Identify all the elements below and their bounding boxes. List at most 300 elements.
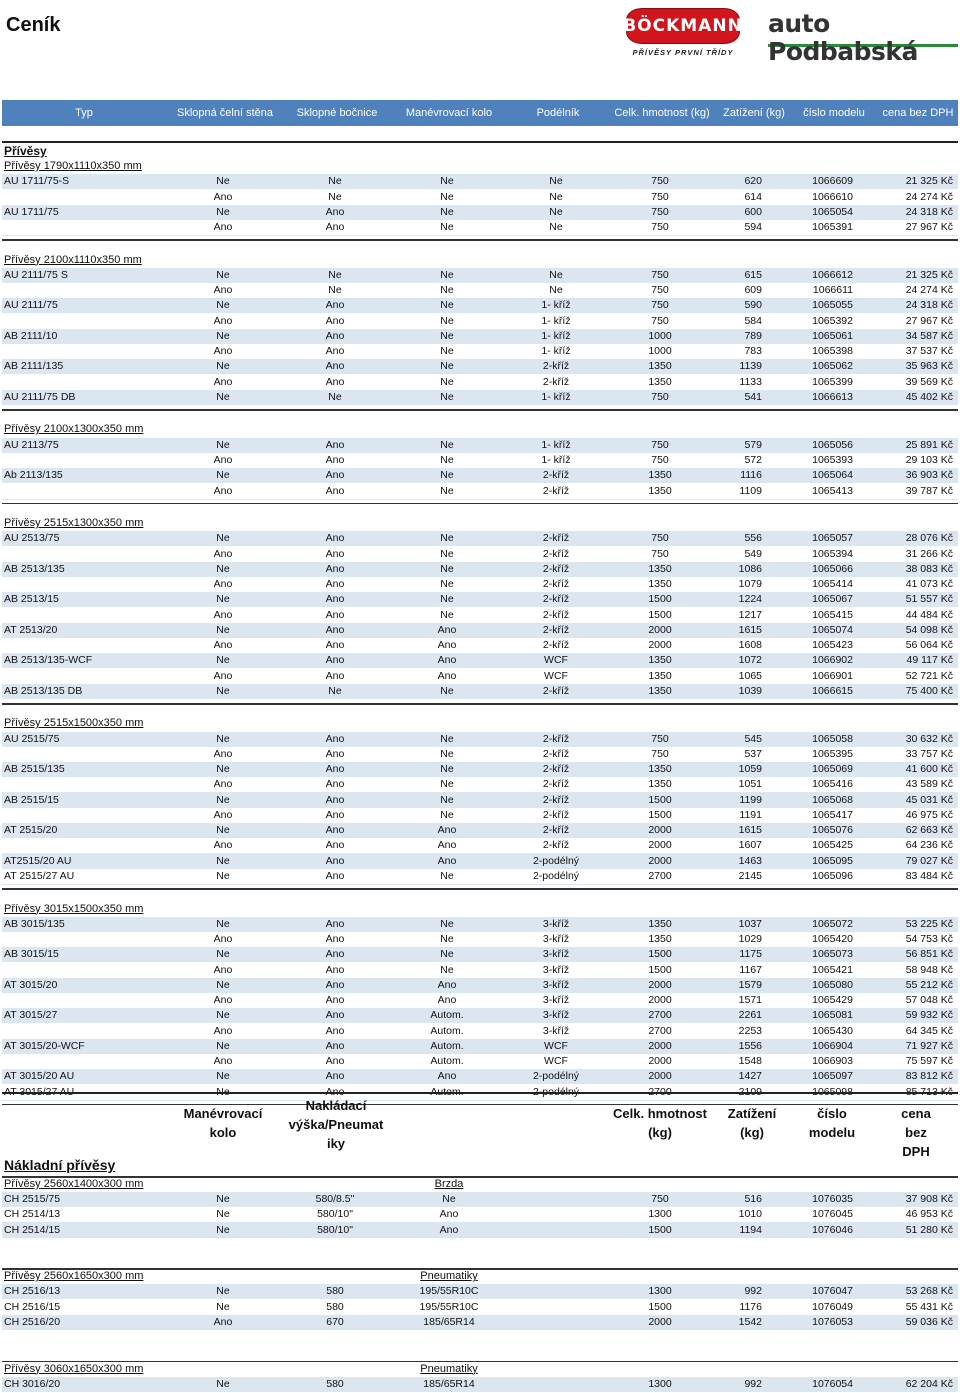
cell: 83 484 Kč xyxy=(905,869,953,882)
cell: 44 484 Kč xyxy=(905,608,953,621)
cell: 1607 xyxy=(738,839,762,852)
cell: 56 064 Kč xyxy=(905,639,953,652)
cell: Ano xyxy=(437,839,457,852)
cell: Ano xyxy=(437,639,457,652)
cell: 1076045 xyxy=(812,1208,853,1221)
cell: Ano xyxy=(325,532,345,545)
cell: 1065062 xyxy=(812,360,853,373)
cell: 59 932 Kč xyxy=(905,1009,953,1022)
cell: 1086 xyxy=(738,562,762,575)
cell: 1350 xyxy=(648,684,672,697)
cell: Ne xyxy=(216,1009,230,1022)
model-name: AT 2513/20 xyxy=(4,623,58,636)
cell: 1065074 xyxy=(812,623,853,636)
cell: 1072 xyxy=(738,654,762,667)
cell: 1076054 xyxy=(812,1377,853,1390)
cell: 2-kříž xyxy=(542,360,570,373)
cell: 1194 xyxy=(739,1223,762,1236)
cell: 594 xyxy=(744,221,762,234)
header2-line: (kg) xyxy=(740,1125,764,1140)
group-label: Přívěsy 2515x1500x350 mm xyxy=(4,717,144,730)
cell: 1500 xyxy=(648,793,672,806)
header2-h8 xyxy=(894,1104,938,1161)
group-label: Přívěsy 2100x1300x350 mm xyxy=(4,423,144,436)
cell: Ne xyxy=(549,190,563,203)
cell: 3-kříž xyxy=(542,1024,570,1037)
group-divider xyxy=(2,1176,958,1178)
cell: 54 098 Kč xyxy=(905,623,953,636)
cell: 1500 xyxy=(648,1223,672,1236)
cell: 2000 xyxy=(648,854,672,867)
cell: 2700 xyxy=(648,869,672,882)
cell: 3-kříž xyxy=(542,917,570,930)
cell: 750 xyxy=(651,438,669,451)
cell: Ano xyxy=(325,608,345,621)
header-col-4: Podélník xyxy=(536,107,580,119)
model-name: AT2515/20 AU xyxy=(4,854,72,867)
cell: Ne xyxy=(216,299,230,312)
cell: 2700 xyxy=(648,1024,672,1037)
cell: 1065095 xyxy=(812,854,853,867)
cell: Ano xyxy=(213,839,233,852)
model-name: AB 2515/15 xyxy=(4,793,59,806)
cell: 75 597 Kč xyxy=(905,1055,953,1068)
cell: 2700 xyxy=(648,1009,672,1022)
cell: Ne xyxy=(440,869,454,882)
cell: Ne xyxy=(549,205,563,218)
cell: 53 268 Kč xyxy=(905,1285,953,1298)
cell: 1051 xyxy=(738,778,762,791)
cell: Ano xyxy=(213,778,233,791)
model-name: AU 2111/75 S xyxy=(4,268,68,281)
cell: Ne xyxy=(440,562,454,575)
cell: Ano xyxy=(325,793,345,806)
cell: 2000 xyxy=(648,1039,672,1052)
cell: 1139 xyxy=(739,360,762,373)
cell: Ano xyxy=(325,1039,345,1052)
cell: 783 xyxy=(744,345,762,358)
cell: 2-kříž xyxy=(542,824,570,837)
cell: WCF xyxy=(544,654,568,667)
cell: 24 274 Kč xyxy=(905,190,953,203)
model-name: CH 2516/13 xyxy=(4,1285,61,1298)
cell: 1066615 xyxy=(812,684,853,697)
header-col-1: Sklopná čelní stěna xyxy=(176,107,274,119)
cell: 750 xyxy=(651,747,669,760)
cell: 3-kříž xyxy=(542,1009,570,1022)
cell: Ano xyxy=(325,948,345,961)
cell: 35 963 Kč xyxy=(905,360,953,373)
cell: 1065417 xyxy=(812,808,853,821)
model-name: Ab 2113/135 xyxy=(4,469,63,482)
cell: 1300 xyxy=(648,1285,672,1298)
group-label: Přívěsy 2515x1300x350 mm xyxy=(4,517,144,530)
cell: 21 325 Kč xyxy=(905,268,953,281)
header2-h6 xyxy=(728,1104,776,1142)
cell: Ne xyxy=(440,390,454,403)
model-name: AU 1711/75-S xyxy=(4,175,70,188)
cell: 1029 xyxy=(738,933,762,946)
cell: 750 xyxy=(651,221,669,234)
cell: 750 xyxy=(651,1193,669,1205)
cell: 580 xyxy=(326,1300,344,1313)
model-name: CH 2514/13 xyxy=(4,1208,61,1221)
group-divider xyxy=(2,409,958,411)
cell: Ano xyxy=(325,978,345,991)
model-name: AU 2113/75 xyxy=(4,438,59,451)
group-label: Přívěsy 3060x1650x300 mm xyxy=(4,1362,144,1375)
cell: 51 280 Kč xyxy=(905,1223,953,1236)
cell: Ano xyxy=(213,639,233,652)
cell: 1065413 xyxy=(812,484,853,497)
cell: 52 721 Kč xyxy=(905,669,953,682)
cell: 1066902 xyxy=(812,654,853,667)
cell: Ano xyxy=(325,623,345,636)
cell: 62 204 Kč xyxy=(905,1377,953,1390)
cell: Ne xyxy=(549,221,563,234)
cell: 2000 xyxy=(648,824,672,837)
cell: 1217 xyxy=(738,608,762,621)
cell: 1- kříž xyxy=(541,438,571,451)
cell: 75 400 Kč xyxy=(905,684,953,697)
cell: 3-kříž xyxy=(542,948,570,961)
model-name: AT 3015/27 xyxy=(4,1009,58,1022)
cell: 71 927 Kč xyxy=(905,1039,953,1052)
cell: Ano xyxy=(325,654,345,667)
cell: Ne xyxy=(216,268,230,281)
cell: Ano xyxy=(325,578,345,591)
cell: 1065430 xyxy=(812,1024,853,1037)
cell: 1065398 xyxy=(812,345,853,358)
header-col-6: Zatížení (kg) xyxy=(723,107,785,119)
cell: Ne xyxy=(216,438,230,451)
cell: 2-kříž xyxy=(542,578,570,591)
section-title: Nákladní přívěsy xyxy=(4,1157,116,1173)
cell: Ne xyxy=(328,390,342,403)
cell: 750 xyxy=(651,284,669,297)
cell: 2000 xyxy=(648,639,672,652)
cell: 1176 xyxy=(739,1300,762,1313)
cell: Ne xyxy=(440,299,454,312)
cell: Ne xyxy=(216,623,230,636)
cell: 37 537 Kč xyxy=(905,345,953,358)
cell: Ano xyxy=(439,1208,459,1221)
cell: Ano xyxy=(213,808,233,821)
cell: 1- kříž xyxy=(541,345,571,358)
cell: 1065391 xyxy=(812,221,853,234)
cell: 590 xyxy=(744,299,762,312)
cell: 1076035 xyxy=(812,1193,853,1205)
cell: Ne xyxy=(216,593,230,606)
section-title: Přívěsy xyxy=(4,144,47,158)
cell: 1350 xyxy=(648,763,672,776)
cell: 64 236 Kč xyxy=(905,839,953,852)
cell: Ano xyxy=(325,484,345,497)
cell: 24 318 Kč xyxy=(905,205,953,218)
cell: Ne xyxy=(216,1285,230,1298)
model-name: CH 2516/15 xyxy=(4,1300,61,1313)
cell: Ne xyxy=(440,190,454,203)
cell: 41 073 Kč xyxy=(905,578,953,591)
cell: Ne xyxy=(440,963,454,976)
cell: 1066901 xyxy=(812,669,853,682)
cell: Ne xyxy=(216,329,230,342)
cell: Ne xyxy=(216,684,230,697)
cell: 27 967 Kč xyxy=(905,221,953,234)
cell: Ne xyxy=(216,175,230,188)
cell: 2-kříž xyxy=(542,562,570,575)
cell: 1065064 xyxy=(812,469,853,482)
cell: 1350 xyxy=(648,669,672,682)
cell: 33 757 Kč xyxy=(905,747,953,760)
cell: 2-kříž xyxy=(542,608,570,621)
cell: Ano xyxy=(213,375,233,388)
model-name: AU 2111/75 DB xyxy=(4,390,76,403)
cell: 992 xyxy=(744,1377,762,1390)
cell: 1065415 xyxy=(812,608,853,621)
model-name: AU 1711/75 xyxy=(4,205,59,218)
group-divider xyxy=(2,239,958,241)
cell: 580/10" xyxy=(317,1223,353,1236)
model-name: AB 2513/135 xyxy=(4,562,65,575)
cell: 1350 xyxy=(648,933,672,946)
cell: Ne xyxy=(440,578,454,591)
cell: 1065421 xyxy=(812,963,853,976)
cell: 2-kříž xyxy=(542,593,570,606)
auto-podbabska-logo: auto Podbabská xyxy=(768,10,958,47)
cell: 750 xyxy=(651,268,669,281)
cell: 1579 xyxy=(738,978,762,991)
cell: Ne xyxy=(216,1377,230,1390)
cell: Ano xyxy=(213,1315,233,1328)
cell: Autom. xyxy=(430,1009,464,1022)
cell: 1350 xyxy=(648,654,672,667)
cell: Ano xyxy=(325,994,345,1007)
model-name: CH 2516/20 xyxy=(4,1315,61,1328)
cell: Ano xyxy=(325,329,345,342)
header2-line: iky xyxy=(326,1136,346,1151)
cell: 609 xyxy=(744,284,762,297)
model-name: AT 3015/20-WCF xyxy=(4,1039,85,1052)
cell: Ne xyxy=(216,917,230,930)
cell: 2-podélný xyxy=(532,1070,580,1083)
group-divider xyxy=(2,1268,958,1270)
cell: 1350 xyxy=(648,375,672,388)
model-name: AT 3015/20 AU xyxy=(4,1070,75,1083)
header2-line: Zatížení xyxy=(727,1106,777,1121)
cell: 2-kříž xyxy=(542,532,570,545)
cell: 1- kříž xyxy=(541,454,571,466)
cell: 1571 xyxy=(738,994,762,1007)
cell: 30 632 Kč xyxy=(905,732,953,745)
group-label: Přívěsy 2560x1650x300 mm xyxy=(4,1270,144,1283)
cell: 1350 xyxy=(648,578,672,591)
cell: 1076046 xyxy=(812,1223,853,1236)
cell: 1350 xyxy=(648,469,672,482)
cell: 1- kříž xyxy=(541,314,571,327)
cell: Ne xyxy=(216,1300,230,1313)
header-col-2: Sklopné bočnice xyxy=(296,107,378,119)
cell: 750 xyxy=(651,532,669,545)
header2-h2 xyxy=(289,1096,384,1153)
cell: 1065061 xyxy=(812,329,853,342)
cell: 34 587 Kč xyxy=(905,329,953,342)
header2-line: Nakládací xyxy=(305,1098,367,1113)
cell: Ano xyxy=(437,1070,457,1083)
cell: Ano xyxy=(325,221,345,234)
cell: Ne xyxy=(440,268,454,281)
cell: 1066903 xyxy=(812,1055,853,1068)
header-col-3: Manévrovací kolo xyxy=(405,107,493,119)
cell: Ne xyxy=(216,654,230,667)
cell: 1199 xyxy=(739,793,762,806)
cell: 1065394 xyxy=(812,547,853,560)
cell: 1065399 xyxy=(812,375,853,388)
cell: Ano xyxy=(325,933,345,946)
cell: 3-kříž xyxy=(542,933,570,946)
cell: 1076053 xyxy=(812,1315,853,1328)
cell: Autom. xyxy=(430,1024,464,1037)
cell: 1350 xyxy=(648,484,672,497)
cell: 56 851 Kč xyxy=(905,948,953,961)
cell: 1066611 xyxy=(812,284,853,297)
cell: 1175 xyxy=(739,948,762,961)
model-name: AB 2513/15 xyxy=(4,593,59,606)
bockmann-logo xyxy=(623,8,743,58)
cell: 1059 xyxy=(738,763,762,776)
cell: 1037 xyxy=(738,917,762,930)
cell: 3-kříž xyxy=(542,978,570,991)
cell: Ne xyxy=(440,917,454,930)
cell: 1066610 xyxy=(812,190,853,203)
cell: Ne xyxy=(440,469,454,482)
bockmann-logo-text: BÖCKMANN xyxy=(626,8,740,44)
cell: 1065420 xyxy=(812,933,853,946)
cell: 1065393 xyxy=(812,454,853,466)
cell: 1133 xyxy=(739,375,762,388)
cell: Ne xyxy=(216,763,230,776)
header2-line: číslo xyxy=(817,1106,847,1121)
cell: 1167 xyxy=(739,963,762,976)
cell: 51 557 Kč xyxy=(905,593,953,606)
model-name: AU 2111/75 xyxy=(4,299,58,312)
cell: Ne xyxy=(440,684,454,697)
cell: 750 xyxy=(651,205,669,218)
cell: 1500 xyxy=(648,593,672,606)
page-title: Ceník xyxy=(6,14,61,36)
cell: 750 xyxy=(651,454,669,466)
cell: Ano xyxy=(437,824,457,837)
cell: 1065081 xyxy=(812,1009,853,1022)
cell: Ne xyxy=(216,824,230,837)
header2-line: DPH xyxy=(902,1144,930,1159)
cell: Ne xyxy=(549,268,563,281)
cell: Ne xyxy=(216,1223,230,1236)
model-name: AB 3015/135 xyxy=(4,917,65,930)
cell: Ano xyxy=(325,375,345,388)
cell: Ano xyxy=(325,963,345,976)
cell: 1065097 xyxy=(812,1070,853,1083)
cell: Ne xyxy=(440,345,454,358)
cell: 3-kříž xyxy=(542,994,570,1007)
cell: Ne xyxy=(328,284,342,297)
cell: 580 xyxy=(326,1377,344,1390)
cell: 1116 xyxy=(740,469,762,482)
cell: 545 xyxy=(744,732,762,745)
cell: Ano xyxy=(213,669,233,682)
header-col-7: číslo modelu xyxy=(803,107,865,119)
model-name: AU 2513/75 xyxy=(4,532,60,545)
header2-line: cena bez xyxy=(901,1106,931,1140)
cell: 2000 xyxy=(648,994,672,1007)
cell: 1065055 xyxy=(812,299,853,312)
cell: Ne xyxy=(440,778,454,791)
cell: Ne xyxy=(440,284,454,297)
cell: Ano xyxy=(437,623,457,636)
cell: Ano xyxy=(213,1055,233,1068)
cell: 750 xyxy=(651,390,669,403)
cell: 1065058 xyxy=(812,732,853,745)
cell: 195/55R10C xyxy=(419,1285,479,1298)
cell: 1- kříž xyxy=(541,390,571,403)
cell: Ano xyxy=(325,669,345,682)
cell: 2-kříž xyxy=(542,547,570,560)
cell: 1065069 xyxy=(812,763,853,776)
cell: 2-kříž xyxy=(542,484,570,497)
model-name: CH 3016/20 xyxy=(4,1377,61,1390)
cell: 600 xyxy=(744,205,762,218)
cell: Ano xyxy=(325,1070,345,1083)
cell: 992 xyxy=(744,1285,762,1298)
cell: 1065072 xyxy=(812,917,853,930)
cell: Ne xyxy=(549,175,563,188)
bockmann-tagline: PŘÍVĚSY PRVNÍ TŘÍDY xyxy=(632,48,734,57)
cell: 1500 xyxy=(648,948,672,961)
cell: Ano xyxy=(213,578,233,591)
group-label: Přívěsy 1790x1110x350 mm xyxy=(4,160,142,172)
cell: 2000 xyxy=(648,1315,672,1328)
cell: 2-kříž xyxy=(542,839,570,852)
cell: Ne xyxy=(328,684,342,697)
cell: 1548 xyxy=(738,1055,762,1068)
header2-h5 xyxy=(613,1104,707,1142)
cell: Ano xyxy=(325,205,345,218)
cell: 1065067 xyxy=(812,593,853,606)
cell: 58 948 Kč xyxy=(905,963,953,976)
section-rule xyxy=(2,1092,958,1094)
cell: 2000 xyxy=(648,623,672,636)
cell: Ne xyxy=(549,284,563,297)
cell: 1500 xyxy=(648,608,672,621)
cell: Ne xyxy=(216,948,230,961)
cell: 516 xyxy=(744,1193,762,1205)
cell: 2-podélný xyxy=(532,854,580,867)
cell: 1065096 xyxy=(812,869,853,882)
cell: Ne xyxy=(440,793,454,806)
cell: Ne xyxy=(440,933,454,946)
cell: 1000 xyxy=(648,345,672,358)
cell: Ano xyxy=(325,854,345,867)
group-divider xyxy=(2,888,958,890)
cell: Autom. xyxy=(430,1039,464,1052)
cell: WCF xyxy=(544,669,568,682)
cell: Ano xyxy=(325,593,345,606)
header2-h1 xyxy=(184,1104,263,1142)
cell: 1224 xyxy=(738,593,762,606)
cell: Ano xyxy=(437,854,457,867)
cell: Ne xyxy=(328,268,342,281)
cell: Ne xyxy=(440,205,454,218)
